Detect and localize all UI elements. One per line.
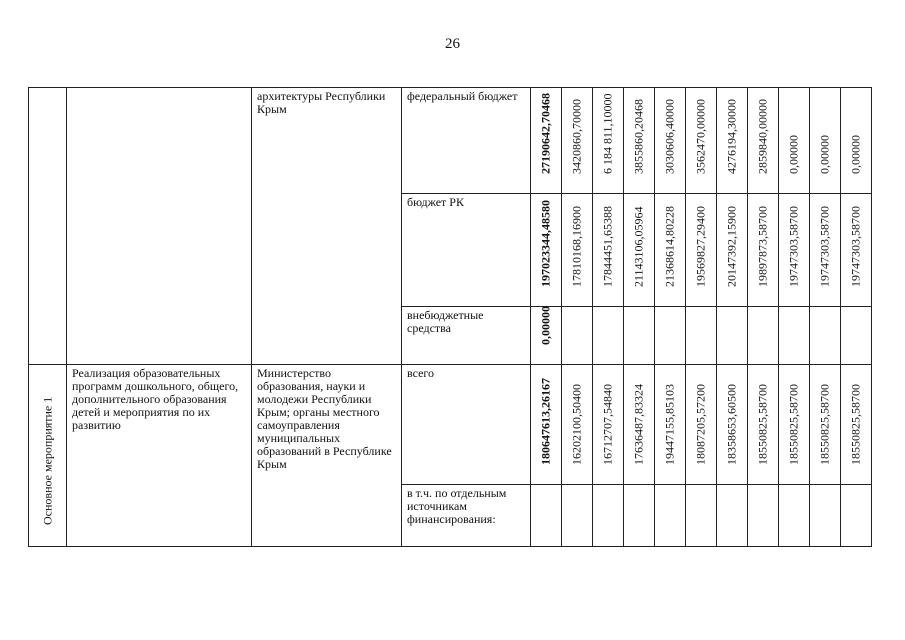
year-value: 4276194,30000 [724,99,739,174]
year-cell [624,485,655,547]
activity-label-cell [29,88,67,365]
responsible-text: Министерство образования, науки и молодежи Республики Крым; органы местного самоуправления муниципальных образований в Республике Крым [257,366,392,471]
year-value: 16202100,50400 [569,384,584,465]
year-cell [624,307,655,365]
year-cell [810,365,841,485]
year-value: 17810168,16900 [569,206,584,287]
page-number: 26 [445,36,460,52]
source-text: федеральный бюджет [407,89,518,103]
source-cell [402,307,531,365]
year-cell [655,194,686,307]
year-value: 18087205,57200 [693,384,708,465]
year-cell [717,307,748,365]
total-cell [531,365,562,485]
year-cell [779,194,810,307]
source-cell [402,88,531,194]
year-cell [717,485,748,547]
source-text: всего [407,366,435,380]
year-cell [748,365,779,485]
year-value: 3855860,20468 [631,99,646,174]
responsible-text: архитектуры Республики Крым [257,89,386,116]
year-value: 18550825,58700 [848,384,863,465]
year-cell [655,485,686,547]
year-value: 6 184 811,10000 [600,93,615,174]
year-value: 19447155,85103 [662,384,677,465]
year-cell [810,307,841,365]
year-cell [748,307,779,365]
year-cell [562,485,593,547]
total-cell [531,194,562,307]
year-value: 19569827,29400 [693,206,708,287]
year-cell [593,88,624,194]
year-cell [593,485,624,547]
year-cell [748,194,779,307]
total-value: 0,00000 [538,306,553,345]
table-row [29,365,872,485]
year-cell [810,88,841,194]
year-value: 20147392,15900 [724,206,739,287]
source-cell [402,194,531,307]
year-cell [841,365,872,485]
year-value: 19747303,58700 [786,206,801,287]
year-value: 18550825,58700 [755,384,770,465]
year-value: 19897873,58700 [755,206,770,287]
responsible-cell [252,88,402,365]
year-value: 2859840,00000 [755,99,770,174]
year-cell [717,88,748,194]
source-text: внебюджетные средства [407,308,484,335]
year-cell [562,194,593,307]
year-cell [624,194,655,307]
year-cell [748,88,779,194]
activity-name-cell [67,88,252,365]
year-value: 0,00000 [848,135,863,174]
year-value: 16712707,54840 [600,384,615,465]
funding-table [28,87,872,547]
year-cell [779,485,810,547]
year-cell [593,365,624,485]
year-value: 21143106,05964 [631,206,646,287]
total-value: 197023344,48580 [538,200,553,287]
year-cell [562,307,593,365]
year-value: 0,00000 [786,135,801,174]
year-value: 17844451,65388 [600,206,615,287]
source-text: в т.ч. по отдельным источникам финансирования: [407,486,507,526]
total-cell [531,485,562,547]
year-cell [686,485,717,547]
year-cell [655,307,686,365]
year-cell [624,365,655,485]
table-row [29,88,872,194]
year-value: 17636487,83324 [631,384,646,465]
year-cell [686,194,717,307]
year-cell [717,194,748,307]
year-cell [748,485,779,547]
year-cell [624,88,655,194]
year-cell [686,365,717,485]
year-cell [779,365,810,485]
year-cell [562,88,593,194]
year-cell [779,88,810,194]
year-value: 0,00000 [817,135,832,174]
year-value: 18358653,60500 [724,384,739,465]
year-cell [841,194,872,307]
source-text: бюджет РК [407,195,464,209]
year-cell [841,88,872,194]
year-cell [841,307,872,365]
activity-name-cell [67,365,252,547]
year-value: 3420860,70000 [569,99,584,174]
year-cell [593,194,624,307]
table-body [29,88,872,547]
year-cell [655,365,686,485]
year-value: 18550825,58700 [786,384,801,465]
activity-label: Основное мероприятие 1 [40,396,54,525]
total-cell [531,88,562,194]
year-cell [779,307,810,365]
year-cell [717,365,748,485]
source-cell [402,485,531,547]
year-cell [686,307,717,365]
year-cell [655,88,686,194]
total-value: 27190642,70468 [538,93,553,174]
year-value: 19747303,58700 [848,206,863,287]
activity-name: Реализация образовательных программ дошкольного, общего, дополнительного образования детей и мероприятия по их развитию [72,366,239,432]
year-value: 3030606,40000 [662,99,677,174]
year-value: 19747303,58700 [817,206,832,287]
activity-label-cell [29,365,67,547]
responsible-cell [252,365,402,547]
year-value: 18550825,58700 [817,384,832,465]
year-cell [810,485,841,547]
year-value: 21368614,80228 [662,206,677,287]
year-cell [562,365,593,485]
year-value: 3562470,00000 [693,99,708,174]
source-cell [402,365,531,485]
total-cell [531,307,562,365]
year-cell [593,307,624,365]
year-cell [841,485,872,547]
total-value: 180647613,26167 [538,378,553,465]
year-cell [810,194,841,307]
year-cell [686,88,717,194]
